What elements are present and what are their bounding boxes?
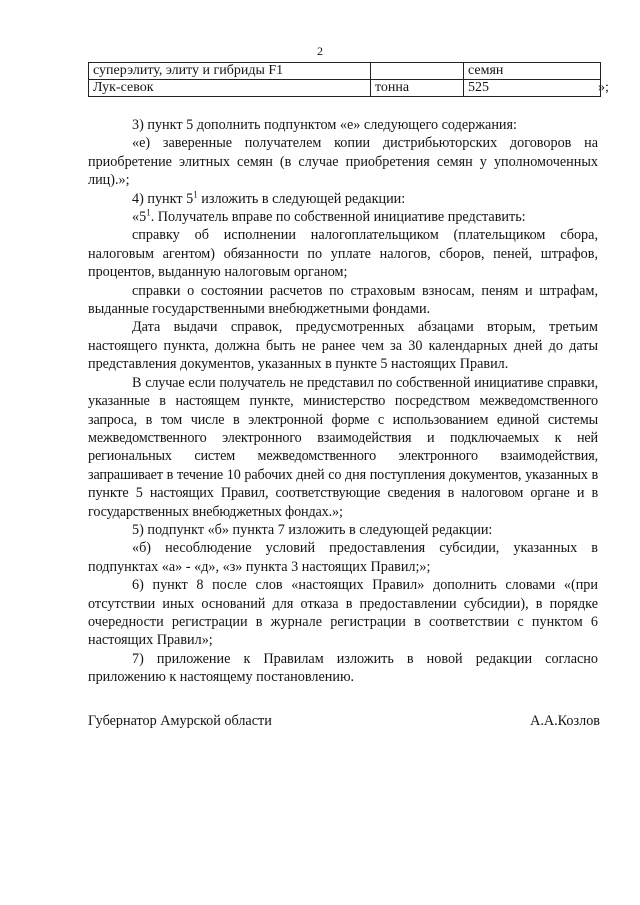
- table-cell: [371, 63, 464, 80]
- document-body: [88, 116, 598, 687]
- paragraph: [88, 190, 598, 208]
- signatory-name: А.А.Козлов: [530, 713, 600, 729]
- paragraph: Дата выдачи справок, предусмотренных абзацами вторым, третьим настоящего пункта, должна быть не ранее чем за 30 календарных дней до даты представления документов, указанных в пункте 5 настоящих Правил.: [88, 319, 598, 373]
- crop-table: [88, 62, 601, 97]
- table-cell: тонна: [371, 80, 464, 97]
- table-cell: суперэлиту, элиту и гибриды F1: [89, 63, 371, 80]
- paragraph: 5) подпункт «б» пункта 7 изложить в следующей редакции:: [132, 521, 493, 538]
- paragraph: «б) несоблюдение условий предоставления субсидии, указанных в подпунктах «а» - «д», «з» пункта 3 настоящих Правил;»;: [88, 540, 598, 575]
- table-row: [89, 80, 601, 97]
- paragraph: справки о состоянии расчетов по страховым взносам, пеням и штрафам, выданные государственными внебюджетными фондами.: [88, 282, 598, 318]
- superscript: 1: [193, 188, 198, 199]
- paragraph: 6) пункт 8 после слов «настоящих Правил» дополнить словами «(при отсутствии иных оснований для отказа в предоставлении субсидии), в порядке очередности регистрации в журнале регистрации в соответствии с пунктом 6 настоящих Правил»;: [88, 577, 598, 649]
- paragraph-text: «5: [132, 209, 147, 226]
- paragraph: «е) заверенные получателем копии дистрибьюторских договоров на приобретение элитных семян (в случае приобретения семян у уполномоченных лиц).»;: [88, 135, 598, 189]
- table-cell: Лук-севок: [89, 80, 371, 97]
- paragraph: справку об исполнении налогоплательщиком (плательщиком сбора, налоговым агентом) обязанности по уплате налогов, сборов, пеней, штрафов, процентов, выданную налоговым органом;: [88, 227, 598, 281]
- paragraph-text: . Получатель вправе по собственной инициативе представить:: [150, 209, 526, 226]
- signatory-position: Губернатор Амурской области: [88, 713, 272, 729]
- paragraph: В случае если получатель не представил по собственной инициативе справки, указанные в настоящем пункте, министерство посредством межведомственного запроса, в том числе в электронной форме с использованием единой системы межведомственного электронного взаимодействия и подключаемых к ней региональных систем межведомственного электронного взаимодействия, запрашивает в течение 10 рабочих дней со дня поступления документов, указанных в пункте 5 настоящих Правил, соответствующие сведения в налоговом органе и в государственных внебюджетных фондах.»;: [88, 374, 598, 520]
- paragraph-text: изложить в следующей редакции:: [197, 190, 406, 207]
- paragraph: [88, 208, 598, 226]
- paragraph-text: 4) пункт 5: [132, 190, 194, 207]
- table-row: [89, 63, 601, 80]
- table-closing-quote: »;: [598, 80, 609, 95]
- table-cell: семян: [464, 63, 601, 80]
- paragraph: 3) пункт 5 дополнить подпунктом «е» следующего содержания:: [132, 117, 517, 133]
- page-number: 2: [317, 44, 323, 58]
- table-cell: 525: [464, 80, 601, 97]
- superscript: 1: [146, 207, 151, 218]
- paragraph: 7) приложение к Правилам изложить в новой редакции согласно приложению к настоящему постановлению.: [88, 650, 598, 686]
